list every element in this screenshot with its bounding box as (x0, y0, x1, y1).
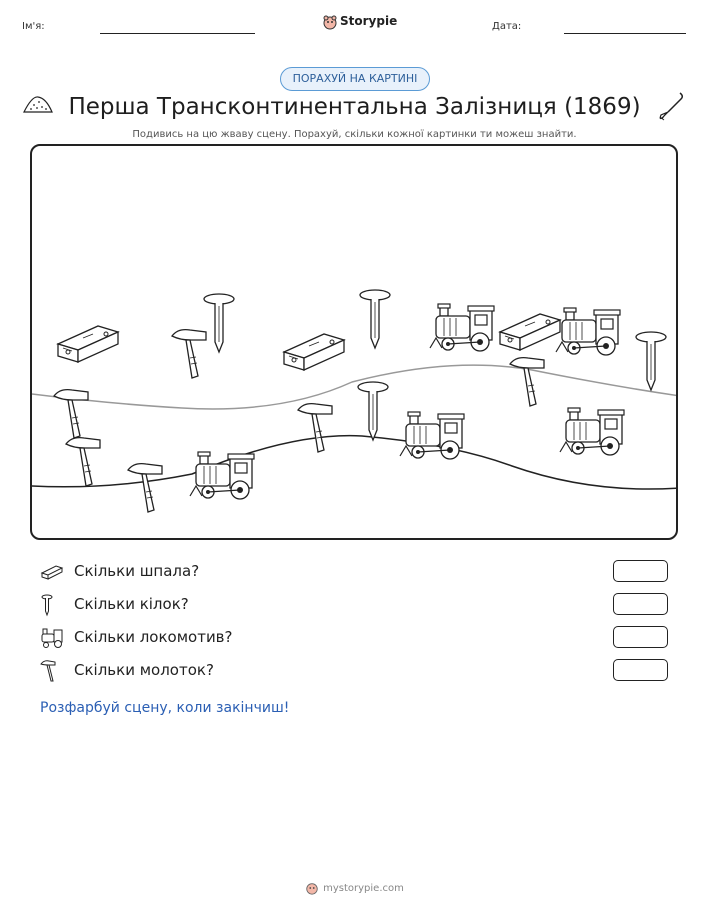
name-line[interactable] (100, 33, 255, 34)
answer-box-locomotives[interactable] (613, 626, 668, 648)
question-text: Скільки шпала? (74, 562, 200, 580)
question-row (40, 659, 670, 683)
footer (0, 881, 709, 895)
page-subtitle: Подивись на цю жваву сцену. Порахуй, скільки кожної картинки ти можеш знайти. (132, 129, 577, 140)
shovel-icon (656, 90, 686, 122)
hammer (128, 464, 162, 512)
question-text: Скільки кілок? (74, 595, 189, 613)
railroad-spike (358, 382, 388, 440)
locomotive (556, 308, 620, 355)
brand-logo (322, 13, 398, 31)
question-row (40, 626, 670, 650)
railroad-spike (204, 294, 234, 352)
footer-url[interactable]: mystorypie.com (323, 883, 404, 894)
question-text: Скільки локомотив? (74, 628, 233, 646)
storypie-footer-icon (305, 881, 319, 895)
railroad-tie (284, 334, 344, 370)
locomotive (400, 412, 464, 459)
hammer (66, 438, 100, 486)
question-row (40, 593, 670, 617)
locomotive (190, 452, 254, 499)
scene-drawing (32, 146, 678, 540)
hammer-icon (40, 659, 64, 683)
answer-box-spikes[interactable] (613, 593, 668, 615)
counting-scene (30, 144, 678, 540)
count-badge: ПОРАХУЙ НА КАРТИНІ (280, 67, 430, 91)
storypie-logo-icon (322, 14, 338, 30)
question-text: Скільки молоток? (74, 661, 214, 679)
question-row (40, 560, 670, 584)
hammer (54, 390, 88, 438)
brand-name: Storypie (340, 14, 398, 28)
answer-box-ties[interactable] (613, 560, 668, 582)
hammer (172, 330, 206, 378)
name-label: Ім'я: (22, 21, 45, 32)
date-label: Дата: (492, 21, 522, 32)
railroad-spike (636, 332, 666, 390)
railroad-tie (58, 326, 118, 362)
railroad-spike (360, 290, 390, 348)
railroad-tie (500, 314, 560, 350)
locomotive (560, 408, 624, 455)
railroad-tie-icon (40, 560, 64, 584)
locomotive (430, 304, 494, 351)
page-title: Перша Трансконтинентальна Залізниця (1869) (68, 94, 641, 120)
date-line[interactable] (564, 33, 686, 34)
coloring-instruction: Розфарбуй сцену, коли закінчиш! (40, 700, 290, 716)
locomotive-icon (40, 626, 64, 650)
hammer (298, 404, 332, 452)
answer-box-hammers[interactable] (613, 659, 668, 681)
hammer (510, 358, 544, 406)
spike-icon (40, 593, 64, 617)
